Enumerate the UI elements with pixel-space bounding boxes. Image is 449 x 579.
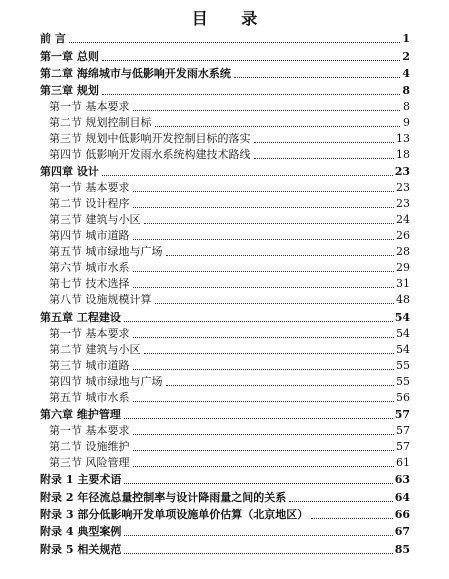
toc-entry-label: 第一节 基本要求 <box>49 326 130 340</box>
toc-leader-dots <box>124 482 392 484</box>
toc-entry-label: 第三节 建筑与小区 <box>49 213 141 227</box>
toc-entry-label: 第一节 基本要求 <box>49 181 130 195</box>
toc-leader-dots <box>102 59 400 61</box>
toc-section-entry <box>40 439 410 455</box>
toc-leader-dots <box>133 286 395 288</box>
toc-chapter-entry <box>40 524 410 540</box>
toc-page-number: 9 <box>403 116 410 130</box>
toc-page-number: 4 <box>402 66 410 80</box>
toc-page-number: 8 <box>403 100 410 114</box>
toc-page-number: 1 <box>402 32 410 46</box>
toc-entry-label: 第三章 规划 <box>40 84 99 98</box>
toc-leader-dots <box>133 465 395 467</box>
toc-page-number: 66 <box>394 507 410 521</box>
toc-section-entry <box>40 342 410 358</box>
toc-section-entry <box>40 115 410 131</box>
toc-entry-label: 第二节 建筑与小区 <box>49 342 141 356</box>
toc-chapter-entry <box>40 542 410 558</box>
toc-page-number: 54 <box>396 342 410 356</box>
toc-leader-dots <box>133 368 395 370</box>
toc-page-number: 57 <box>396 424 410 438</box>
toc-entry-label: 第三节 规划中低影响开发控制目标的落实 <box>49 132 251 146</box>
toc-section-entry <box>40 374 410 390</box>
toc-leader-dots <box>133 238 395 240</box>
toc-entry-label: 第二节 规划控制目标 <box>49 116 152 130</box>
toc-leader-dots <box>133 206 395 208</box>
toc-leader-dots <box>69 41 400 43</box>
toc-section-entry <box>40 180 410 196</box>
toc-entry-label: 附录 1 主要术语 <box>40 473 122 487</box>
toc-page-number: 13 <box>396 132 410 146</box>
toc-entry-label: 第一章 总则 <box>40 49 99 63</box>
toc-page-number: 56 <box>396 390 410 404</box>
toc-page-number: 2 <box>402 49 410 63</box>
toc-leader-dots <box>133 270 395 272</box>
toc-section-entry <box>40 147 410 163</box>
toc-leader-dots <box>133 400 395 402</box>
toc-page-number: 23 <box>396 197 410 211</box>
toc-entry-label: 第五章 工程建设 <box>40 310 121 324</box>
toc-page-number: 23 <box>394 165 410 179</box>
toc-leader-dots <box>102 93 400 95</box>
toc-section-entry <box>40 423 410 439</box>
toc-entry-label: 第八节 设施规模计算 <box>49 293 152 307</box>
toc-chapter-entry <box>40 472 410 488</box>
toc-page-number: 31 <box>396 277 410 291</box>
toc-entry-label: 第六章 维护管理 <box>40 408 121 422</box>
table-of-contents <box>40 30 410 558</box>
toc-page-number: 57 <box>396 440 410 454</box>
toc-entry-label: 第二节 设施维护 <box>49 440 130 454</box>
toc-leader-dots <box>144 222 395 224</box>
toc-entry-label: 第五节 城市水系 <box>49 390 130 404</box>
toc-entry-label: 第一节 基本要求 <box>49 424 130 438</box>
toc-entry-label: 附录 2 年径流总量控制率与设计降雨量之间的关系 <box>40 490 287 504</box>
toc-leader-dots <box>144 352 395 354</box>
toc-entry-label: 第四节 城市道路 <box>49 229 130 243</box>
toc-page-number: 55 <box>396 374 410 388</box>
toc-entry-label: 前 言 <box>40 32 66 46</box>
toc-leader-dots <box>289 500 392 502</box>
toc-page-number: 63 <box>394 473 410 487</box>
toc-chapter-entry <box>40 490 410 506</box>
toc-chapter-entry <box>40 310 410 326</box>
toc-entry-label: 附录 5 相关规范 <box>40 542 122 556</box>
toc-page-number: 54 <box>396 326 410 340</box>
toc-leader-dots <box>124 320 393 322</box>
toc-entry-label: 第二节 设计程序 <box>49 197 130 211</box>
toc-leader-dots <box>166 254 395 256</box>
toc-section-entry <box>40 276 410 292</box>
toc-leader-dots <box>155 302 395 304</box>
toc-leader-dots <box>133 449 395 451</box>
toc-page-number: 57 <box>394 408 410 422</box>
toc-page-number: 29 <box>396 261 410 275</box>
toc-page-number: 61 <box>396 456 410 470</box>
toc-entry-label: 第一节 基本要求 <box>49 100 130 114</box>
toc-chapter-entry <box>40 66 410 82</box>
toc-section-entry <box>40 260 410 276</box>
toc-section-entry <box>40 244 410 260</box>
toc-chapter-entry <box>40 164 410 180</box>
toc-leader-dots <box>124 534 392 536</box>
toc-section-entry <box>40 131 410 147</box>
toc-page-number: 64 <box>394 490 410 504</box>
toc-section-entry <box>40 196 410 212</box>
toc-entry-label: 第三节 风险管理 <box>49 456 130 470</box>
toc-entry-label: 第三节 城市道路 <box>49 358 130 372</box>
toc-entry-label: 附录 4 典型案例 <box>40 525 122 539</box>
toc-leader-dots <box>254 141 395 143</box>
toc-page-number: 28 <box>396 245 410 259</box>
toc-page-number: 8 <box>402 84 410 98</box>
toc-leader-dots <box>133 190 395 192</box>
toc-page-number: 26 <box>396 229 410 243</box>
toc-section-entry <box>40 390 410 406</box>
toc-leader-dots <box>124 417 393 419</box>
toc-entry-label: 第五节 城市绿地与广场 <box>49 245 163 259</box>
toc-page-number: 54 <box>394 310 410 324</box>
toc-page-number: 18 <box>396 148 410 162</box>
toc-entry-label: 第四节 低影响开发雨水系统构建技术路线 <box>49 148 251 162</box>
toc-entry-label: 第四节 城市绿地与广场 <box>49 374 163 388</box>
toc-section-entry <box>40 212 410 228</box>
toc-section-entry <box>40 292 410 308</box>
toc-entry-label: 附录 3 部分低影响开发单项设施单价估算（北京地区） <box>40 507 309 521</box>
toc-leader-dots <box>234 76 400 78</box>
toc-entry-label: 第四章 设计 <box>40 165 99 179</box>
toc-section-entry <box>40 455 410 471</box>
toc-chapter-entry <box>40 49 410 65</box>
toc-page-number: 85 <box>394 542 410 556</box>
toc-page-number: 24 <box>396 213 410 227</box>
page-title: 目 录 <box>191 9 272 28</box>
toc-entry-label: 第六节 城市水系 <box>49 261 130 275</box>
toc-chapter-entry <box>40 407 410 423</box>
toc-page-number: 23 <box>396 181 410 195</box>
toc-section-entry <box>40 99 410 115</box>
toc-leader-dots <box>124 552 392 554</box>
toc-entry-label: 第七节 技术选择 <box>49 277 130 291</box>
toc-chapter-entry <box>40 31 410 47</box>
toc-leader-dots <box>133 336 395 338</box>
toc-leader-dots <box>133 433 395 435</box>
toc-page-number: 67 <box>394 525 410 539</box>
toc-leader-dots <box>102 174 393 176</box>
toc-entry-label: 第二章 海绵城市与低影响开发雨水系统 <box>40 66 231 80</box>
toc-section-entry <box>40 358 410 374</box>
toc-leader-dots <box>166 384 395 386</box>
toc-chapter-entry <box>40 83 410 99</box>
toc-section-entry <box>40 228 410 244</box>
toc-leader-dots <box>311 517 392 519</box>
toc-leader-dots <box>254 157 395 159</box>
toc-leader-dots <box>155 125 401 127</box>
toc-leader-dots <box>133 109 401 111</box>
toc-chapter-entry <box>40 507 410 523</box>
toc-page-number: 48 <box>396 293 410 307</box>
toc-page-number: 55 <box>396 358 410 372</box>
toc-section-entry <box>40 326 410 342</box>
